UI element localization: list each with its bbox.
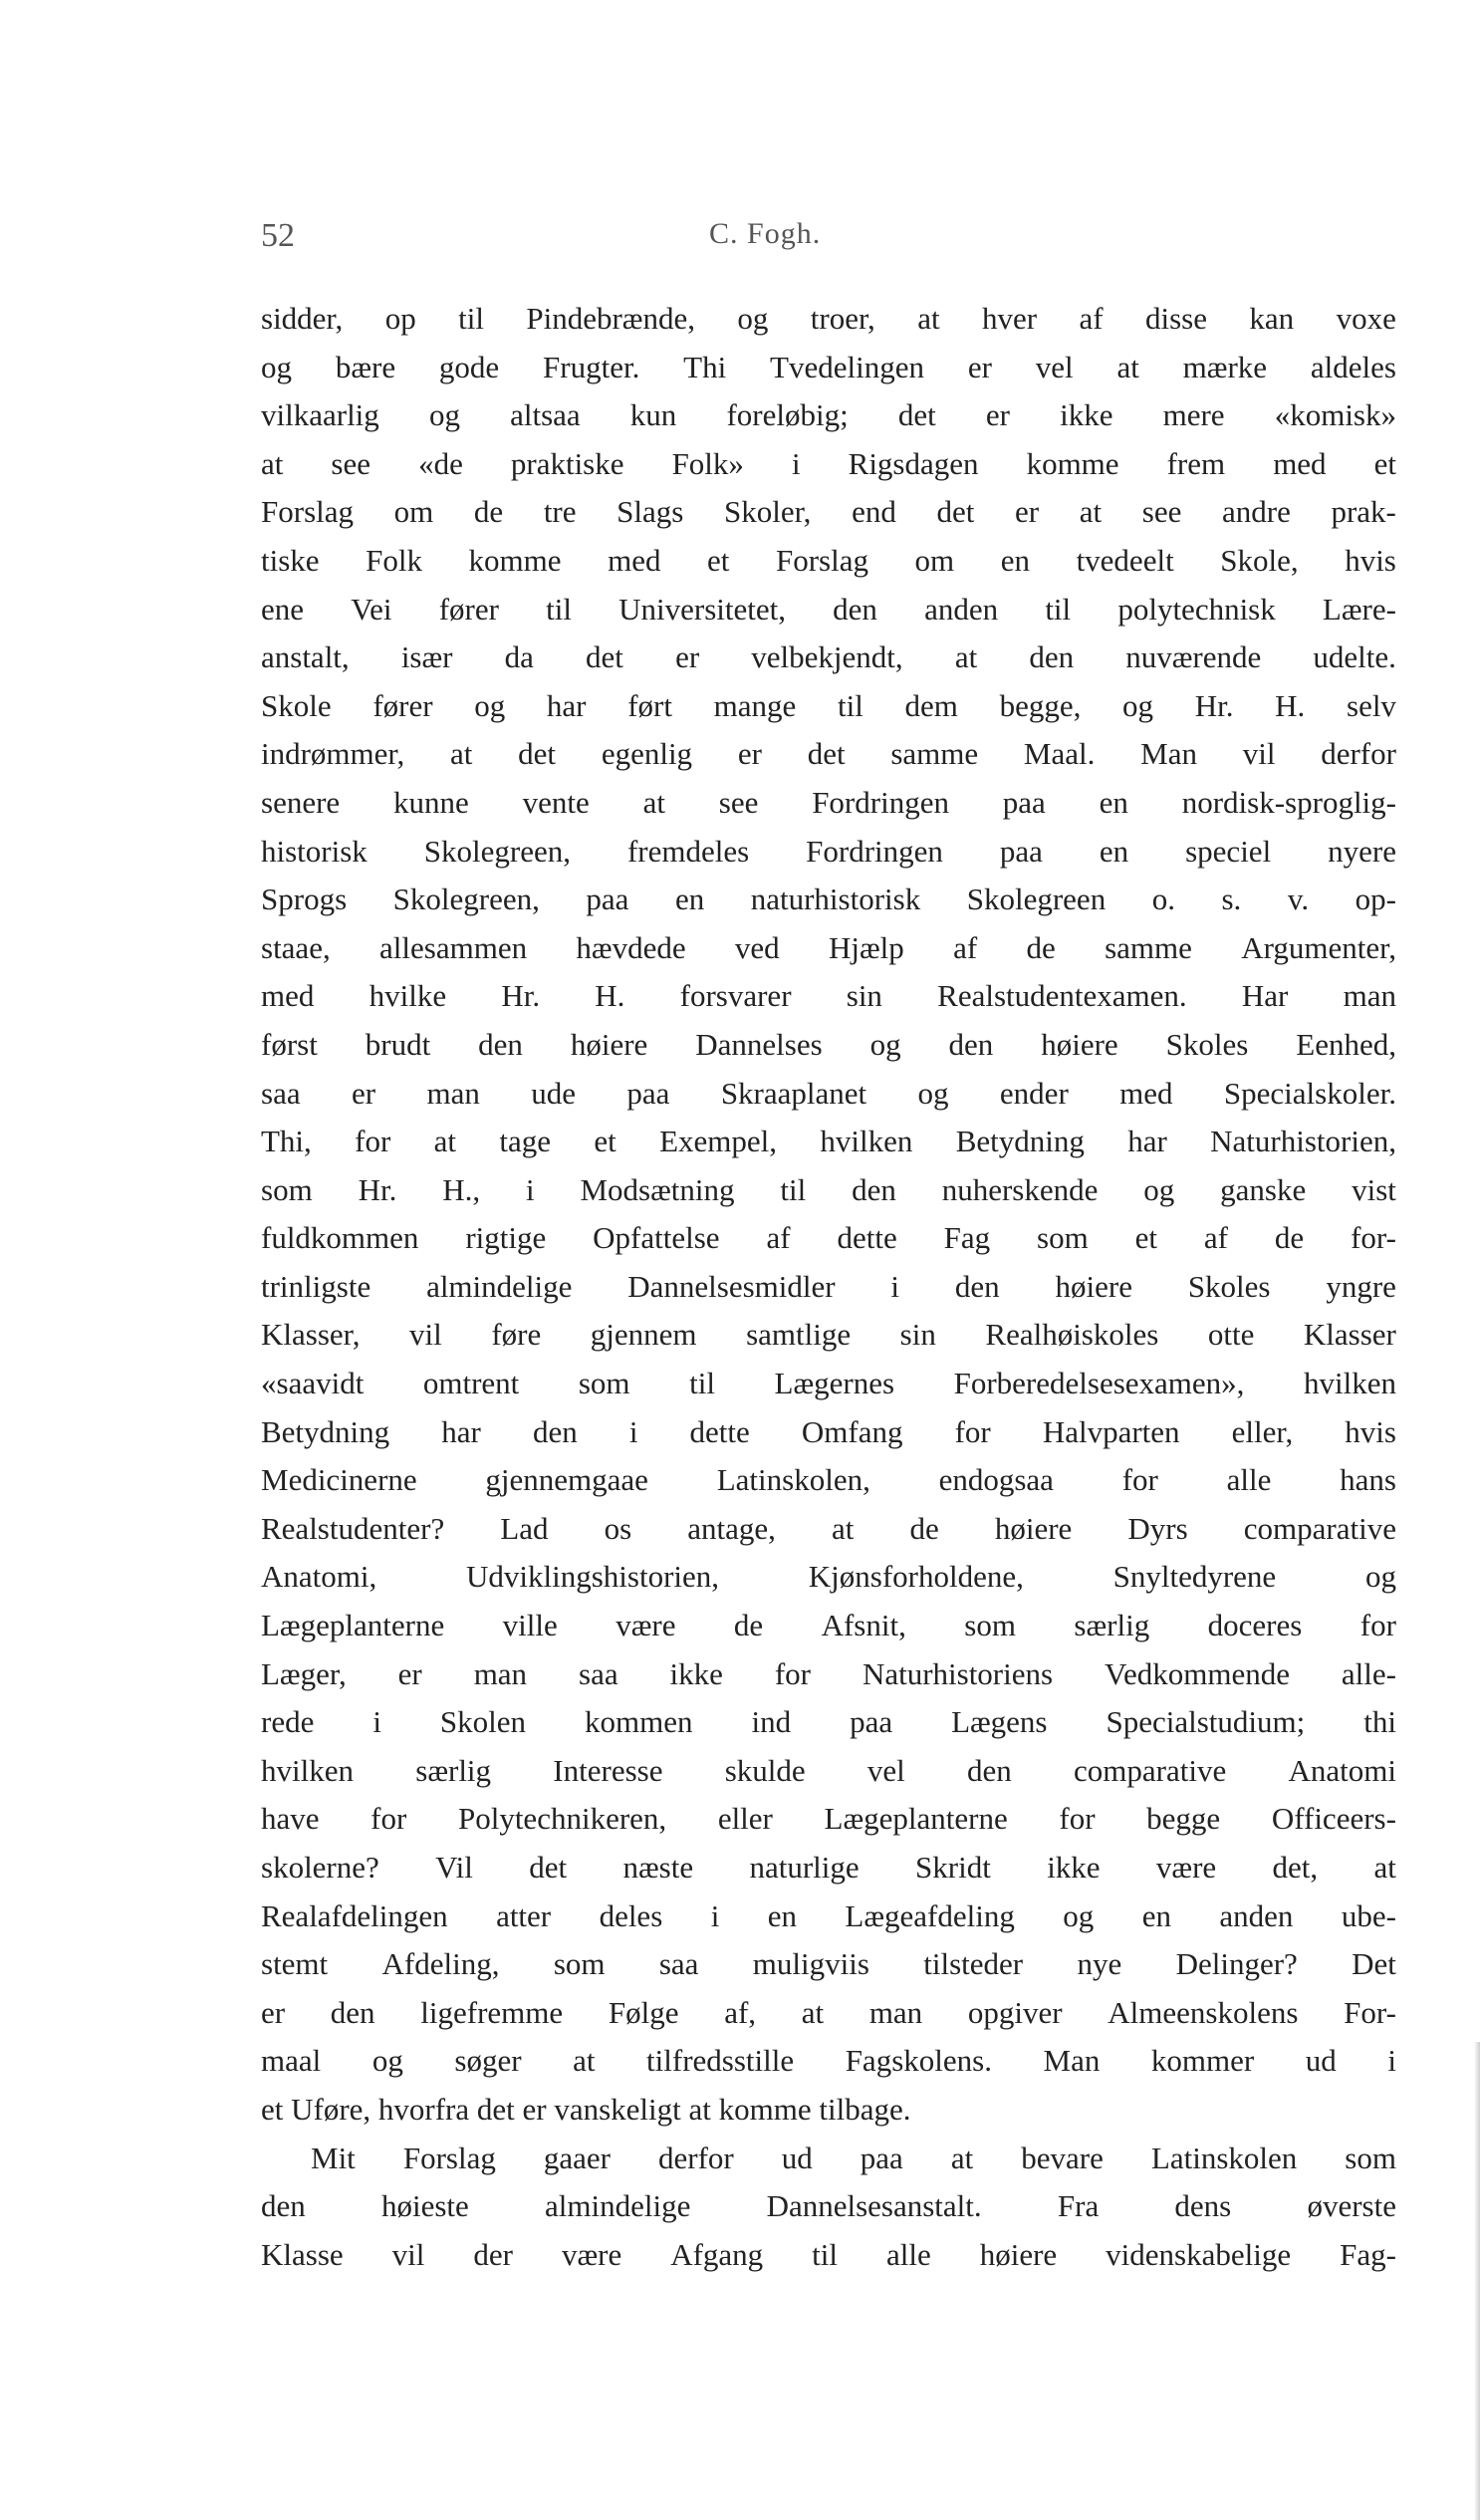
text-line: trinligste almindelige Dannelsesmidler i den høiere Skoles yngre [261, 1268, 1396, 1304]
page-edge-shadow [1474, 2042, 1480, 2520]
text-line: at see «de praktiske Folk» i Rigsdagen komme frem med et [261, 445, 1396, 481]
text-line: stemt Afdeling, som saa muligviis tilsteder nye Delinger? Det [261, 1946, 1396, 1982]
text-line: saa er man ude paa Skraaplanet og ender med Specialskoler. [261, 1075, 1396, 1111]
text-line: Anatomi, Udviklingshistorien, Kjønsforholdene, Snyltedyrene og [261, 1559, 1396, 1595]
text-line: og bære gode Frugter. Thi Tvedelingen er vel at mærke aldeles [261, 349, 1396, 384]
text-line: vilkaarlig og altsaa kun foreløbig; det er ikke mere «komisk» [261, 397, 1396, 433]
text-line: Klasse vil der være Afgang til alle høiere videnskabelige Fag- [261, 2236, 1396, 2272]
text-line: historisk Skolegreen, fremdeles Fordringen paa en speciel nyere [261, 833, 1396, 869]
text-line: Sprogs Skolegreen, paa en naturhistorisk Skolegreen o. s. v. op- [261, 882, 1396, 917]
text-line: hvilken særlig Interesse skulde vel den comparative Anatomi [261, 1752, 1396, 1788]
text-line: indrømmer, at det egenlig er det samme Maal. Man vil derfor [261, 736, 1396, 772]
running-head: C. Fogh. [709, 217, 822, 250]
text-line: rede i Skolen kommen ind paa Lægens Specialstudium; thi [261, 1704, 1396, 1740]
text-line: staae, allesammen hævdede ved Hjælp af de samme Argumenter, [261, 929, 1396, 965]
text-line: «saavidt omtrent som til Lægernes Forberedelsesexamen», hvilken [261, 1366, 1396, 1401]
text-line: Mit Forslag gaaer derfor ud paa at bevare Latinskolen som [311, 2140, 1396, 2175]
text-line: skolerne? Vil det næste naturlige Skridt ikke være det, at [261, 1850, 1396, 1885]
text-line: den høieste almindelige Dannelsesanstalt. Fra dens øverste [261, 2188, 1396, 2224]
text-line: Forslag om de tre Slags Skoler, end det er at see andre prak- [261, 494, 1396, 530]
text-line: Betydning har den i dette Omfang for Halvparten eller, hvis [261, 1413, 1396, 1449]
text-line: anstalt, især da det er velbekjendt, at den nuværende udelte. [261, 639, 1396, 675]
text-line: Lægeplanterne ville være de Afsnit, som særlig doceres for [261, 1608, 1396, 1643]
text-line: Realafdelingen atter deles i en Lægeafdeling og en anden ube- [261, 1897, 1396, 1933]
text-line: tiske Folk komme med et Forslag om en tvedeelt Skole, hvis [261, 542, 1396, 578]
text-line: Læger, er man saa ikke for Naturhistoriens Vedkommende alle- [261, 1655, 1396, 1691]
text-line: Skole fører og har ført mange til dem begge, og Hr. H. selv [261, 687, 1396, 723]
page-number: 52 [261, 217, 295, 254]
text-line: et Uføre, hvorfra det er vanskeligt at komme tilbage. [261, 2091, 911, 2127]
text-line: Medicinerne gjennemgaae Latinskolen, endogsaa for alle hans [261, 1462, 1396, 1498]
text-line: med hvilke Hr. H. forsvarer sin Realstudentexamen. Har man [261, 978, 1396, 1014]
text-line: maal og søger at tilfredsstille Fagskolens. Man kommer ud i [261, 2043, 1396, 2079]
text-line: først brudt den høiere Dannelses og den høiere Skoles Eenhed, [261, 1026, 1396, 1062]
text-line: er den ligefremme Følge af, at man opgiver Almeenskolens For- [261, 1994, 1396, 2030]
body-text [261, 301, 1396, 2285]
page-header [0, 217, 1480, 267]
text-line: som Hr. H., i Modsætning til den nuherskende og ganske vist [261, 1171, 1396, 1207]
text-line: senere kunne vente at see Fordringen paa en nordisk-sproglig- [261, 784, 1396, 820]
text-line: Realstudenter? Lad os antage, at de høiere Dyrs comparative [261, 1510, 1396, 1546]
text-line: fuldkommen rigtige Opfattelse af dette Fag som et af de for- [261, 1220, 1396, 1256]
text-line: sidder, op til Pindebrænde, og troer, at hver af disse kan voxe [261, 301, 1396, 336]
text-line: have for Polytechnikeren, eller Lægeplanterne for begge Officeers- [261, 1801, 1396, 1837]
text-line: ene Vei fører til Universitetet, den anden til polytechnisk Lære- [261, 591, 1396, 627]
text-line: Thi, for at tage et Exempel, hvilken Betydning har Naturhistorien, [261, 1124, 1396, 1159]
text-line: Klasser, vil føre gjennem samtlige sin Realhøiskoles otte Klasser [261, 1317, 1396, 1353]
